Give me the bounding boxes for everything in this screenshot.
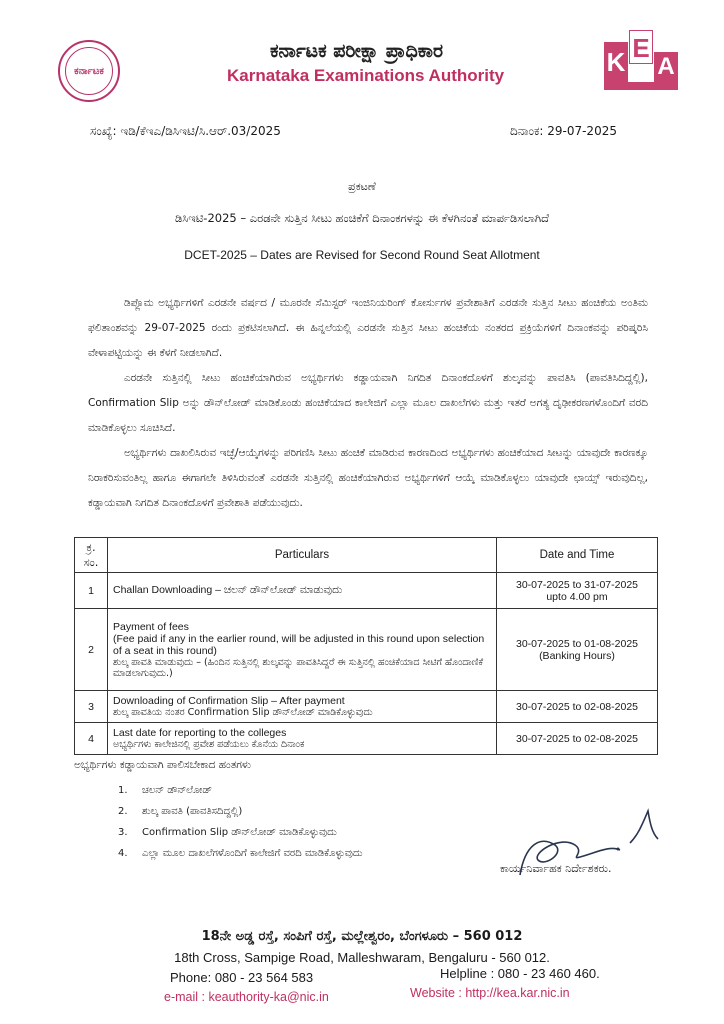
row-1-date-note: upto 4.00 pm bbox=[546, 590, 608, 603]
row-1-date bbox=[497, 573, 658, 609]
step-4-number: 4. bbox=[118, 848, 128, 859]
row-4-serial: 4 bbox=[75, 723, 108, 755]
footer-email[interactable]: e-mail : keauthority-ka@nic.in bbox=[164, 990, 329, 1004]
row-4-particulars bbox=[108, 723, 497, 755]
step-4-text: ಎಲ್ಲಾ ಮೂಲ ದಾಖಲೆಗಳೊಂದಿಗೆ ಕಾಲೇಜಿಗೆ ವರದಿ ಮಾಡಿಕೊಳ್ಳುವುದು bbox=[142, 848, 363, 859]
row-2-date-range: 30-07-2025 to 01-08-2025 bbox=[515, 637, 638, 650]
row-2-kannada: ಶುಲ್ಕ ಪಾವತಿ ಮಾಡುವುದು – (ಹಿಂದಿನ ಸುತ್ತಿನಲ್ಲಿ ಶುಲ್ಕವನ್ನು ಪಾವತಿಸಿದ್ದರೆ ಈ ಸುತ್ತಿನಲ್ಲಿ ಹಂಚಿಕೆಯಾದ ಸೀಟಿಗೆ ಹೊಂದಾಣಿಕೆ ಮಾಡಲಾಗುವುದು.) bbox=[113, 656, 484, 679]
row-4-kannada: ಅಭ್ಯರ್ಥಿಗಳು ಕಾಲೇಜಿನಲ್ಲಿ ಪ್ರವೇಶ ಪಡೆಯಲು ಕೊನೆಯ ದಿನಾಂಕ bbox=[113, 739, 305, 750]
paragraph-2 bbox=[88, 366, 648, 441]
row-4-title: Last date for reporting to the colleges bbox=[113, 727, 287, 739]
footer-address-english: 18th Cross, Sampige Road, Malleshwaram, Bengaluru - 560 012. bbox=[174, 950, 550, 965]
row-2-date-note: (Banking Hours) bbox=[539, 649, 615, 662]
kea-seal bbox=[58, 40, 120, 102]
row-2-date bbox=[497, 609, 658, 691]
logo-letter-e: E bbox=[629, 30, 653, 64]
row-1-serial: 1 bbox=[75, 573, 108, 609]
row-3-serial: 3 bbox=[75, 691, 108, 723]
list-item bbox=[118, 801, 363, 822]
table-row bbox=[75, 723, 658, 755]
step-1-text: ಚಲನ್ ಡೌನ್‌ಲೋಡ್ bbox=[142, 785, 212, 796]
step-2-number: 2. bbox=[118, 806, 128, 817]
schedule-table bbox=[74, 537, 658, 755]
paragraph-3 bbox=[88, 441, 648, 516]
footer-website[interactable]: Website : http://kea.kar.nic.in bbox=[410, 986, 570, 1000]
header-particulars: Particulars bbox=[108, 538, 497, 573]
steps-heading: ಅಭ್ಯರ್ಥಿಗಳು ಕಡ್ಡಾಯವಾಗಿ ಪಾಲಿಸಬೇಕಾದ ಹಂತಗಳು bbox=[74, 759, 251, 771]
row-1-text: Challan Downloading – ಚಲನ್ ಡೌನ್‌ಲೋಡ್ ಮಾಡುವುದು bbox=[113, 584, 343, 596]
table-row bbox=[75, 609, 658, 691]
logo-letter-k: K bbox=[604, 42, 628, 82]
row-2-note: (Fee paid if any in the earlier round, will be adjusted in this round upon selection of a seat in this round) bbox=[113, 632, 485, 657]
kea-logo bbox=[604, 30, 678, 92]
step-1-number: 1. bbox=[118, 785, 128, 796]
paragraph-3-text: ಅಭ್ಯರ್ಥಿಗಳು ದಾಖಲಿಸಿರುವ ಇಚ್ಛೆ/ಆಯ್ಕೆಗಳನ್ನು ಪರಿಗಣಿಸಿ ಸೀಟು ಹಂಚಿಕೆ ಮಾಡಿರುವ ಕಾರಣದಿಂದ ಅಭ್ಯರ್ಥಿಗಳು ಹಂಚಿಕೆಯಾದ ಸೀಟನ್ನು ಯಾವುದೇ ಕಾರಣಕ್ಕೂ ನಿರಾಕರಿಸುವಂತಿಲ್ಲ ಹಾಗೂ ಈಗಾಗಲೇ ತಿಳಿಸಿರುವಂತೆ ಎರಡನೇ ಸುತ್ತಿನಲ್ಲಿ ಹಂಚಿಕೆಯಾಗಿರುವ ಅಭ್ಯರ್ಥಿಗಳಿಗೆ ಆಯ್ಕೆ ಮಾಡಿಕೊಳ್ಳಲು ಯಾವುದೇ ಛಾಯ್ಸ್ ಇರುವುದಿಲ್ಲ, ಕಡ್ಡಾಯವಾಗಿ ನಿಗದಿತ ದಿನಾಂಕದೊಳಗೆ ಪ್ರವೇಶಾತಿ ಪಡೆಯುವುದು. bbox=[88, 447, 648, 509]
logo-letter-a: A bbox=[654, 52, 678, 82]
row-1-date-range: 30-07-2025 to 31-07-2025 bbox=[515, 578, 638, 591]
list-item bbox=[118, 843, 363, 864]
table-row bbox=[75, 573, 658, 609]
row-3-particulars bbox=[108, 691, 497, 723]
table-row bbox=[75, 691, 658, 723]
row-2-serial: 2 bbox=[75, 609, 108, 691]
row-1-particulars bbox=[108, 573, 497, 609]
step-3-number: 3. bbox=[118, 827, 128, 838]
reference-number: ಸಂಖ್ಯೆ: ಇಡಿ/ಕೆಇಎ/ಡಿಸಿಇಟಿ/ಸಿ.ಆರ್.03/2025 bbox=[90, 124, 281, 138]
footer-address-kannada: 18ನೇ ಅಡ್ಡ ರಸ್ತೆ, ಸಂಪಿಗೆ ರಸ್ತೆ, ಮಲ್ಲೇಶ್ವರಂ, ಬೆಂಗಳೂರು – 560 012 bbox=[201, 929, 523, 944]
step-2-text: ಶುಲ್ಕ ಪಾವತಿ (ಪಾವತಿಸದಿದ್ದಲ್ಲಿ) bbox=[142, 806, 243, 817]
list-item bbox=[118, 822, 363, 843]
subject-english: DCET-2025 – Dates are Revised for Second Round Seat Allotment bbox=[184, 248, 540, 262]
footer-phone: Phone: 080 - 23 564 583 bbox=[170, 970, 314, 985]
row-2-title: Payment of fees bbox=[113, 620, 189, 633]
header-date-time: Date and Time bbox=[497, 538, 658, 573]
row-3-title: Downloading of Confirmation Slip – After payment bbox=[113, 695, 345, 707]
paragraph-1 bbox=[88, 291, 648, 366]
paragraph-2-text: ಎರಡನೇ ಸುತ್ತಿನಲ್ಲಿ ಸೀಟು ಹಂಚಿಕೆಯಾಗಿರುವ ಅಭ್ಯರ್ಥಿಗಳು ಕಡ್ಡಾಯವಾಗಿ ನಿಗದಿತ ದಿನಾಂಕದೊಳಗೆ ಶುಲ್ಕವನ್ನು ಪಾವತಿಸಿ (ಪಾವತಿಸಿದಿದ್ದಲ್ಲಿ), Confirmation Slip ಅನ್ನು ಡೌನ್‌ಲೋಡ್ ಮಾಡಿಕೊಂಡು ಹಂಚಿಕೆಯಾದ ಕಾಲೇಜಿಗೆ ಎಲ್ಲಾ ಮೂಲ ದಾಖಲೆಗಳು ಮತ್ತು ಇತರೆ ಅಗತ್ಯ ದೃಢೀಕರಣಗಳೊಂದಿಗೆ ವರದಿ ಮಾಡಿಕೊಳ್ಳಲು ಸೂಚಿಸಿದೆ. bbox=[88, 372, 648, 434]
org-name-kannada: ಕರ್ನಾಟಕ ಪರೀಕ್ಷಾ ಪ್ರಾಧಿಕಾರ bbox=[270, 40, 444, 62]
row-4-date: 30-07-2025 to 02-08-2025 bbox=[497, 723, 658, 755]
paragraph-1-text: ಡಿಪ್ಲೊಮ ಅಭ್ಯರ್ಥಿಗಳಿಗೆ ಎರಡನೇ ವರ್ಷದ / ಮೂರನೇ ಸೆಮಿಸ್ಟರ್ ಇಂಜಿನಿಯರಿಂಗ್ ಕೋರ್ಸುಗಳ ಪ್ರವೇಶಾತಿಗೆ ಎರಡನೇ ಸುತ್ತಿನ ಸೀಟು ಹಂಚಿಕೆಯ ಅಂತಿಮ ಫಲಿತಾಂಶವನ್ನು 29-07-2025 ರಂದು ಪ್ರಕಟಿಸಲಾಗಿದೆ. ಈ ಹಿನ್ನಲೆಯಲ್ಲಿ ಎರಡನೇ ಸುತ್ತಿನ ಸೀಟು ಹಂಚಿಕೆಯ ನಂತರದ ಪ್ರಕ್ರಿಯೆಗಳಿಗೆ ದಿನಾಂಕವನ್ನು ಪರಿಷ್ಕರಿಸಿ ವೇಳಾಪಟ್ಟಿಯನ್ನು ಈ ಕೆಳಗೆ ನೀಡಲಾಗಿದೆ. bbox=[88, 297, 648, 359]
subject-kannada: ಡಿಸಿಇಟಿ-2025 – ಎರಡನೇ ಸುತ್ತಿನ ಸೀಟು ಹಂಚಿಕೆಗೆ ದಿನಾಂಕಗಳನ್ನು ಈ ಕೆಳಗಿನಂತೆ ಮಾರ್ಪಡಿಸಲಾಗಿದೆ bbox=[174, 211, 550, 225]
row-3-date: 30-07-2025 to 02-08-2025 bbox=[497, 691, 658, 723]
org-name-english: Karnataka Examinations Authority bbox=[227, 66, 505, 85]
header-serial: ಕ್ರ. ಸಂ. bbox=[75, 538, 108, 573]
seal-inner-text: ಕರ್ನಾಟಕ bbox=[65, 47, 113, 95]
signatory-title: ಕಾರ್ಯನಿರ್ವಾಹಕ ನಿರ್ದೇಶಕರು. bbox=[500, 862, 612, 875]
steps-list bbox=[118, 780, 363, 864]
step-3-text: Confirmation Slip ಡೌನ್‌ಲೋಡ್ ಮಾಡಿಕೊಳ್ಳುವುದು bbox=[142, 827, 337, 838]
document-date: ದಿನಾಂಕ: 29-07-2025 bbox=[510, 124, 617, 138]
list-item bbox=[118, 780, 363, 801]
notice-label: ಪ್ರಕಟಣೆ bbox=[348, 180, 376, 193]
table-header-row bbox=[75, 538, 658, 573]
row-2-particulars bbox=[108, 609, 497, 691]
logo-base-bar bbox=[604, 82, 678, 90]
row-3-kannada: ಶುಲ್ಕ ಪಾವತಿಯ ನಂತರ Confirmation Slip ಡೌನ್‌ಲೋಡ್ ಮಾಡಿಕೊಳ್ಳುವುದು bbox=[113, 707, 373, 718]
footer-helpline: Helpline : 080 - 23 460 460. bbox=[440, 966, 600, 981]
